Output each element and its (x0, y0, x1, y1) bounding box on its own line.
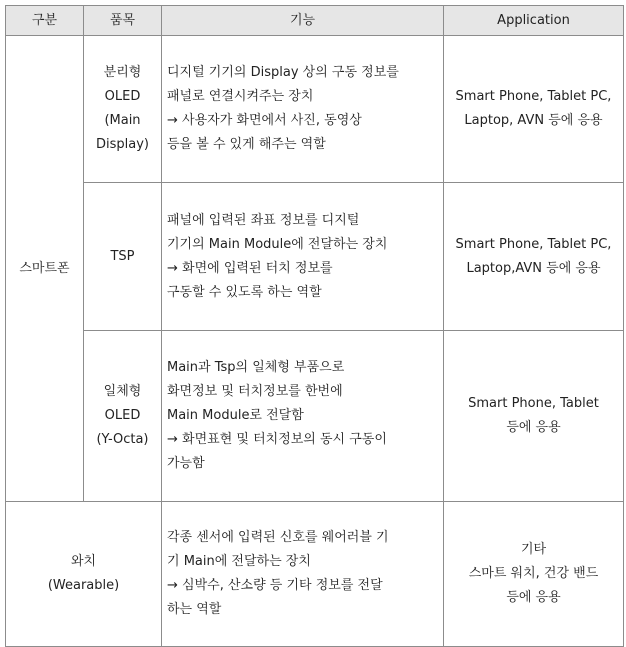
application-line: 기타 (520, 542, 547, 557)
header-item: 품목 (84, 6, 162, 36)
item-line: 일체형 (103, 384, 142, 399)
function-line: 기 Main에 전달하는 장치 (167, 554, 311, 569)
product-function-table (5, 5, 624, 647)
function-cell (162, 183, 444, 331)
header-category: 구분 (6, 6, 84, 36)
function-line: → 심박수, 산소량 등 기타 정보를 전달 (167, 578, 383, 593)
function-line: 화면정보 및 터치정보를 한번에 (167, 384, 343, 399)
table-row (6, 36, 624, 183)
item-cell (84, 331, 162, 502)
function-line: Main과 Tsp의 일체형 부품으로 (167, 360, 345, 375)
item-line: (Y-Octa) (96, 432, 149, 447)
table-row (6, 183, 624, 331)
table-header-row (6, 6, 624, 36)
application-line: Laptop, AVN 등에 응용 (464, 113, 603, 128)
item-cell (84, 36, 162, 183)
item-cell (84, 183, 162, 331)
item-line: 분리형 (103, 65, 142, 80)
application-cell (444, 331, 624, 502)
table-row (6, 502, 624, 647)
application-line: Smart Phone, Tablet PC, (455, 236, 612, 252)
item-line: OLED (104, 408, 141, 423)
function-cell (162, 502, 444, 647)
application-line: Smart Phone, Tablet (468, 396, 599, 411)
category-label: 스마트폰 (19, 260, 70, 276)
application-line: Laptop,AVN 등에 응용 (466, 260, 601, 276)
function-line: → 사용자가 화면에서 사진, 동영상 (167, 113, 362, 128)
application-cell (444, 183, 624, 331)
table-row (6, 331, 624, 502)
function-line: 구동할 수 있도록 하는 역할 (167, 284, 322, 300)
category-watch (6, 502, 162, 647)
application-cell (444, 502, 624, 647)
item-line: Display) (96, 137, 149, 152)
application-line: 등에 응용 (506, 590, 561, 605)
application-line: Smart Phone, Tablet PC, (455, 89, 612, 104)
function-cell (162, 36, 444, 183)
category-sublabel: (Wearable) (47, 578, 120, 593)
function-line: 패널에 입력된 좌표 정보를 디지털 (167, 212, 360, 228)
function-line: 디지털 기기의 Display 상의 구동 정보를 (167, 65, 399, 80)
application-line: 스마트 워치, 건강 밴드 (468, 566, 599, 581)
function-line: → 화면표현 및 터치정보의 동시 구동이 (167, 432, 387, 447)
header-application: Application (444, 6, 624, 36)
application-cell (444, 36, 624, 183)
function-line: 각종 센서에 입력된 신호를 웨어러블 기 (167, 530, 389, 545)
function-line: 패널로 연결시켜주는 장치 (167, 89, 314, 104)
category-smartphone (6, 36, 84, 502)
function-line: 등을 볼 수 있게 해주는 역할 (167, 137, 326, 152)
item-line: TSP (110, 248, 135, 264)
header-function: 기능 (162, 6, 444, 36)
function-line: Main Module로 전달함 (167, 408, 304, 423)
function-line: → 화면에 입력된 터치 정보를 (167, 260, 333, 276)
function-line: 하는 역할 (167, 602, 222, 617)
function-line: 가능함 (167, 456, 205, 471)
category-label: 와치 (70, 554, 97, 569)
function-line: 기기의 Main Module에 전달하는 장치 (167, 236, 388, 252)
item-line: (Main (104, 113, 141, 128)
item-line: OLED (104, 89, 141, 104)
function-cell (162, 331, 444, 502)
application-line: 등에 응용 (506, 420, 561, 435)
